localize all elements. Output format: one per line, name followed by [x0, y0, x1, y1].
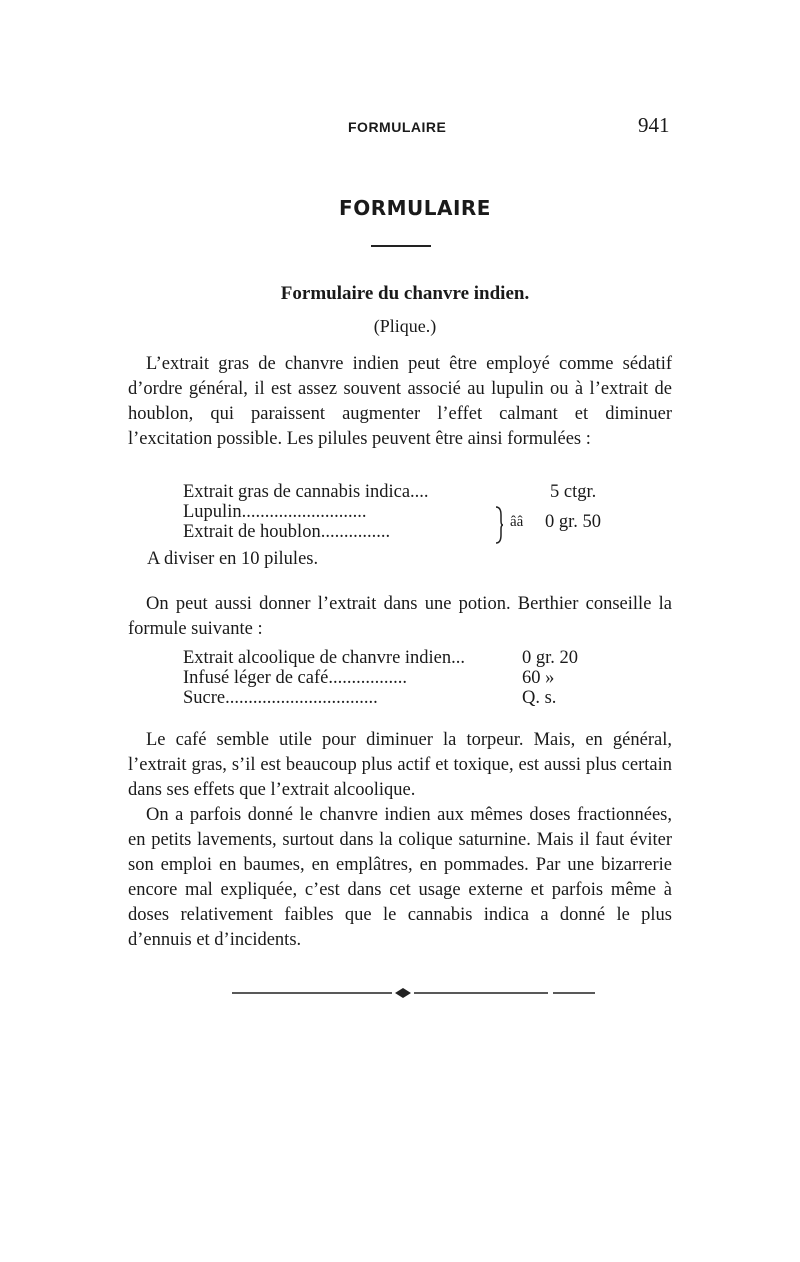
paragraph-external-use: On a parfois donné le chanvre indien aux mêmes doses fractionnées, en petits lavements, surtout dans la colique saturnine. Mais il faut éviter son emploi en baumes, en emplâtres, en pommades. Par une bizarrerie encore mal expliquée, c’est dans cet usage externe et parfois même à doses relativement faibles que le cannabis indica a donné le plus d’ennuis et d’incidents.	[128, 805, 672, 950]
section-heading: Formulaire du chanvre indien.	[280, 283, 530, 304]
recipe2-row3-dose: Q. s.	[522, 688, 557, 708]
recipe1-row1-name: Extrait gras de cannabis indica....	[183, 482, 429, 502]
ornament-divider-icon	[232, 986, 595, 1000]
recipe2-row2-name: Infusé léger de café.................	[183, 668, 407, 688]
recipe2-row1-dose: 0 gr. 20	[522, 648, 579, 668]
recipe1-rows23-dose: 0 gr. 50	[545, 512, 602, 532]
paragraph-coffee: Le café semble utile pour diminuer la torpeur. Mais, en général, l’extrait gras, s’il est beaucoup plus actif et toxique, est aussi plus certain dans ses effets que l’extrait alcoolique.	[128, 730, 672, 800]
recipe1-row3-name: Extrait de houblon...............	[183, 522, 391, 542]
running-header-title: FORMULAIRE	[348, 119, 447, 135]
section-author: (Plique.)	[373, 316, 437, 336]
brace-icon	[494, 505, 504, 545]
recipe1-aa: ââ	[510, 514, 524, 530]
recipe1-row1-dose: 5 ctgr.	[550, 482, 597, 502]
recipe1-row2-name: Lupulin...........................	[183, 502, 367, 522]
paragraph-intro: L’extrait gras de chanvre indien peut être employé comme sédatif d’ordre général, il est assez souvent associé au lupulin ou à l’extrait de houblon, qui paraissent augmenter l’effet calmant et diminuer l’excitation possible. Les pilules peuvent être ainsi formulées :	[128, 354, 672, 449]
recipe1-divide-note: A diviser en 10 pilules.	[147, 549, 319, 569]
recipe2-row2-dose: 60 »	[522, 668, 555, 688]
title-rule	[371, 245, 431, 247]
paragraph-potion: On peut aussi donner l’extrait dans une potion. Berthier conseille la formule suivante :	[128, 594, 672, 639]
chapter-title: FORMULAIRE	[339, 196, 491, 220]
recipe2-row1-name: Extrait alcoolique de chanvre indien...	[183, 648, 466, 668]
page-number: 941	[638, 113, 670, 137]
recipe2-row3-name: Sucre.................................	[183, 688, 378, 708]
